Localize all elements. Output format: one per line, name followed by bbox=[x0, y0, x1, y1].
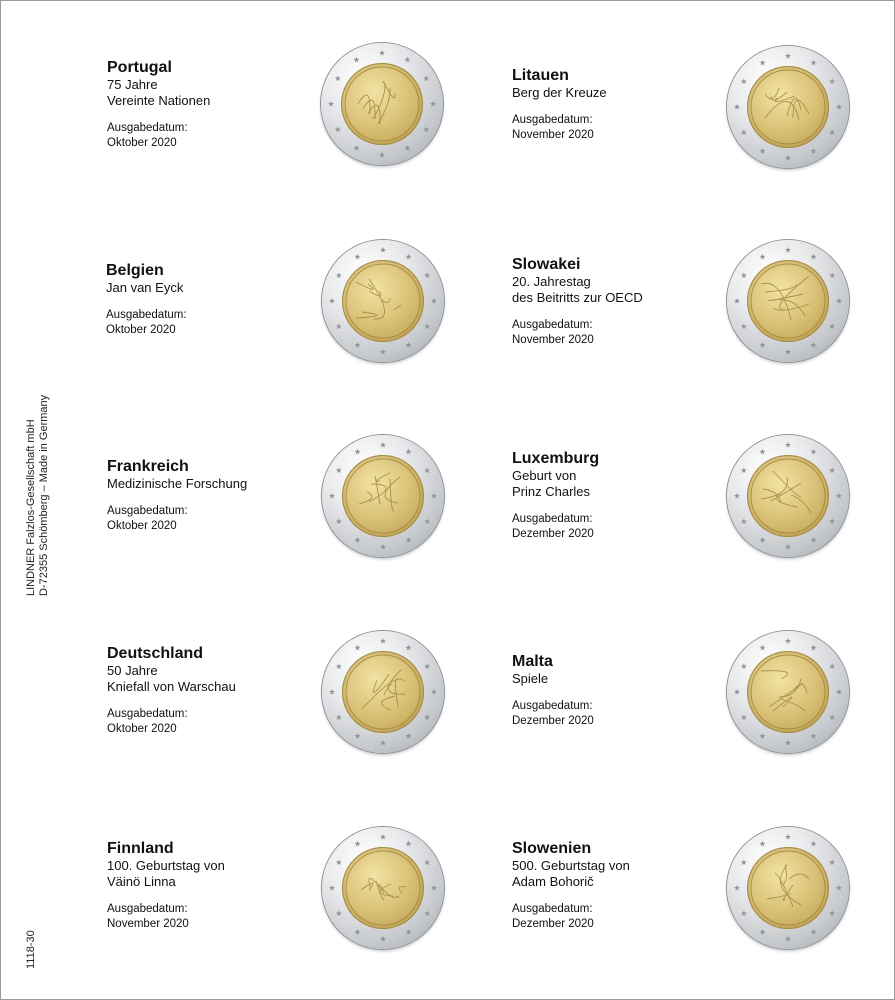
coin-slowakei-image bbox=[727, 240, 849, 362]
star-icon bbox=[329, 689, 335, 695]
star-icon bbox=[329, 885, 335, 891]
star-icon bbox=[335, 126, 341, 132]
star-icon bbox=[379, 50, 385, 56]
issue-date: Oktober 2020 bbox=[106, 324, 176, 336]
star-icon bbox=[431, 298, 437, 304]
star-icon bbox=[810, 254, 816, 260]
star-icon bbox=[354, 254, 360, 260]
issue-date: November 2020 bbox=[512, 129, 594, 141]
motif-line-1: 20. Jahrestag bbox=[512, 274, 591, 289]
star-icon bbox=[836, 689, 842, 695]
star-icon bbox=[404, 57, 410, 63]
country-name: Slowenien bbox=[512, 840, 592, 857]
entry-slowakei bbox=[512, 255, 752, 348]
star-icon bbox=[829, 467, 835, 473]
star-icon bbox=[405, 645, 411, 651]
star-icon bbox=[829, 714, 835, 720]
star-icon bbox=[380, 544, 386, 550]
star-icon bbox=[734, 689, 740, 695]
coin-malta-image bbox=[727, 631, 849, 753]
issue-date: November 2020 bbox=[107, 918, 189, 930]
star-icon bbox=[336, 272, 342, 278]
star-icon bbox=[759, 148, 765, 154]
star-icon bbox=[836, 885, 842, 891]
star-icon bbox=[354, 929, 360, 935]
page-code: 1118-30 bbox=[25, 930, 37, 969]
coin-motif bbox=[747, 847, 829, 929]
coin-motif bbox=[342, 260, 424, 342]
star-icon bbox=[405, 537, 411, 543]
star-icon bbox=[734, 104, 740, 110]
publisher-imprint bbox=[25, 395, 51, 596]
star-icon bbox=[424, 272, 430, 278]
star-icon bbox=[785, 638, 791, 644]
star-icon bbox=[759, 254, 765, 260]
star-icon bbox=[741, 518, 747, 524]
coin-deutschland-image bbox=[322, 631, 444, 753]
star-icon bbox=[759, 733, 765, 739]
motif-line-1: 50 Jahre bbox=[107, 663, 158, 678]
star-icon bbox=[741, 129, 747, 135]
motif-line-1: Geburt von bbox=[512, 468, 577, 483]
motif-line-1: Spiele bbox=[512, 671, 549, 686]
country-name: Malta bbox=[512, 653, 553, 670]
motif-line-2: Kniefall von Warschau bbox=[107, 679, 236, 694]
star-icon bbox=[810, 148, 816, 154]
star-icon bbox=[785, 349, 791, 355]
country-name: Slowakei bbox=[512, 256, 581, 273]
star-icon bbox=[829, 78, 835, 84]
star-icon bbox=[380, 349, 386, 355]
star-icon bbox=[759, 60, 765, 66]
star-icon bbox=[354, 342, 360, 348]
issue-label: Ausgabedatum: bbox=[107, 708, 188, 720]
star-icon bbox=[785, 53, 791, 59]
star-icon bbox=[354, 645, 360, 651]
star-icon bbox=[810, 342, 816, 348]
star-icon bbox=[424, 663, 430, 669]
country-name: Finnland bbox=[107, 840, 174, 857]
issue-label: Ausgabedatum: bbox=[107, 505, 188, 517]
entry-finnland bbox=[107, 839, 347, 932]
country-name: Deutschland bbox=[107, 645, 204, 662]
entry-deutschland bbox=[107, 644, 347, 737]
star-icon bbox=[354, 537, 360, 543]
star-icon bbox=[759, 645, 765, 651]
star-icon bbox=[810, 60, 816, 66]
star-icon bbox=[405, 449, 411, 455]
star-icon bbox=[836, 104, 842, 110]
coin-motif bbox=[342, 455, 424, 537]
star-icon bbox=[336, 859, 342, 865]
star-icon bbox=[430, 101, 436, 107]
star-icon bbox=[785, 936, 791, 942]
star-icon bbox=[759, 449, 765, 455]
star-icon bbox=[380, 442, 386, 448]
star-icon bbox=[759, 841, 765, 847]
star-icon bbox=[336, 323, 342, 329]
motif-line-2: Adam Bohorič bbox=[512, 874, 594, 889]
star-icon bbox=[380, 638, 386, 644]
star-icon bbox=[328, 101, 334, 107]
issue-label: Ausgabedatum: bbox=[107, 903, 188, 915]
star-icon bbox=[354, 733, 360, 739]
country-name: Frankreich bbox=[107, 458, 189, 475]
coin-motif bbox=[747, 455, 829, 537]
star-icon bbox=[829, 272, 835, 278]
star-icon bbox=[404, 145, 410, 151]
star-icon bbox=[329, 298, 335, 304]
star-icon bbox=[424, 467, 430, 473]
motif-line-1: 100. Geburtstag von bbox=[107, 858, 225, 873]
entry-frankreich bbox=[107, 457, 347, 534]
imprint-line-2: D-72355 Schömberg – Made in Germany bbox=[38, 394, 50, 596]
star-icon bbox=[759, 537, 765, 543]
star-icon bbox=[836, 493, 842, 499]
star-icon bbox=[424, 859, 430, 865]
star-icon bbox=[424, 518, 430, 524]
star-icon bbox=[741, 663, 747, 669]
star-icon bbox=[336, 518, 342, 524]
issue-label: Ausgabedatum: bbox=[512, 700, 593, 712]
motif-line-2: Vereinte Nationen bbox=[107, 93, 211, 108]
star-icon bbox=[424, 714, 430, 720]
country-name: Belgien bbox=[106, 262, 164, 279]
coin-motif bbox=[747, 260, 829, 342]
motif-line-2: Väinö Linna bbox=[107, 874, 176, 889]
star-icon bbox=[785, 544, 791, 550]
star-icon bbox=[741, 272, 747, 278]
entry-luxemburg bbox=[512, 449, 752, 542]
star-icon bbox=[336, 663, 342, 669]
star-icon bbox=[829, 323, 835, 329]
star-icon bbox=[405, 733, 411, 739]
star-icon bbox=[431, 689, 437, 695]
star-icon bbox=[759, 929, 765, 935]
star-icon bbox=[810, 733, 816, 739]
star-icon bbox=[785, 442, 791, 448]
star-icon bbox=[829, 518, 835, 524]
motif-line-1: 75 Jahre bbox=[107, 77, 158, 92]
motif-line-1: Medizinische Forschung bbox=[107, 476, 248, 491]
entry-portugal bbox=[107, 58, 347, 151]
coin-litauen-image bbox=[727, 46, 849, 168]
issue-label: Ausgabedatum: bbox=[106, 309, 187, 321]
star-icon bbox=[810, 537, 816, 543]
issue-label: Ausgabedatum: bbox=[512, 114, 593, 126]
entry-belgien bbox=[106, 261, 346, 338]
motif-line-1: 500. Geburtstag von bbox=[512, 858, 630, 873]
star-icon bbox=[405, 254, 411, 260]
star-icon bbox=[741, 78, 747, 84]
star-icon bbox=[829, 910, 835, 916]
coin-motif bbox=[747, 651, 829, 733]
star-icon bbox=[423, 75, 429, 81]
star-icon bbox=[335, 75, 341, 81]
coin-motif bbox=[341, 63, 423, 145]
issue-label: Ausgabedatum: bbox=[512, 513, 593, 525]
coin-belgien-image bbox=[322, 240, 444, 362]
motif-line-2: des Beitritts zur OECD bbox=[512, 290, 643, 305]
issue-date: November 2020 bbox=[512, 334, 594, 346]
star-icon bbox=[354, 841, 360, 847]
coin-finnland-image bbox=[322, 827, 444, 949]
star-icon bbox=[405, 841, 411, 847]
star-icon bbox=[785, 247, 791, 253]
star-icon bbox=[380, 834, 386, 840]
motif-line-1: Berg der Kreuze bbox=[512, 85, 607, 100]
star-icon bbox=[380, 936, 386, 942]
star-icon bbox=[734, 298, 740, 304]
star-icon bbox=[405, 929, 411, 935]
coin-frankreich-image bbox=[322, 435, 444, 557]
star-icon bbox=[329, 493, 335, 499]
issue-label: Ausgabedatum: bbox=[512, 319, 593, 331]
star-icon bbox=[336, 910, 342, 916]
star-icon bbox=[431, 493, 437, 499]
star-icon bbox=[741, 859, 747, 865]
issue-date: Dezember 2020 bbox=[512, 918, 594, 930]
star-icon bbox=[380, 247, 386, 253]
country-name: Luxemburg bbox=[512, 450, 600, 467]
star-icon bbox=[734, 493, 740, 499]
issue-date: Oktober 2020 bbox=[107, 137, 177, 149]
issue-date: Oktober 2020 bbox=[107, 520, 177, 532]
motif-line-1: Jan van Eyck bbox=[106, 280, 184, 295]
star-icon bbox=[785, 155, 791, 161]
star-icon bbox=[734, 885, 740, 891]
star-icon bbox=[836, 298, 842, 304]
issue-date: Dezember 2020 bbox=[512, 528, 594, 540]
star-icon bbox=[810, 841, 816, 847]
star-icon bbox=[380, 740, 386, 746]
star-icon bbox=[829, 859, 835, 865]
entry-malta bbox=[512, 652, 752, 729]
issue-date: Oktober 2020 bbox=[107, 723, 177, 735]
star-icon bbox=[759, 342, 765, 348]
star-icon bbox=[829, 663, 835, 669]
star-icon bbox=[810, 645, 816, 651]
motif-line-2: Prinz Charles bbox=[512, 484, 591, 499]
coin-motif bbox=[342, 651, 424, 733]
star-icon bbox=[810, 449, 816, 455]
star-icon bbox=[353, 57, 359, 63]
star-icon bbox=[741, 714, 747, 720]
issue-label: Ausgabedatum: bbox=[107, 122, 188, 134]
star-icon bbox=[423, 126, 429, 132]
country-name: Litauen bbox=[512, 67, 569, 84]
star-icon bbox=[431, 885, 437, 891]
entry-slowenien bbox=[512, 839, 752, 932]
star-icon bbox=[785, 740, 791, 746]
coin-slowenien-image bbox=[727, 827, 849, 949]
star-icon bbox=[741, 467, 747, 473]
star-icon bbox=[336, 467, 342, 473]
issue-label: Ausgabedatum: bbox=[512, 903, 593, 915]
entry-litauen bbox=[512, 66, 752, 143]
star-icon bbox=[741, 323, 747, 329]
star-icon bbox=[379, 152, 385, 158]
star-icon bbox=[405, 342, 411, 348]
star-icon bbox=[353, 145, 359, 151]
star-icon bbox=[354, 449, 360, 455]
star-icon bbox=[424, 323, 430, 329]
star-icon bbox=[829, 129, 835, 135]
star-icon bbox=[810, 929, 816, 935]
star-icon bbox=[424, 910, 430, 916]
country-name: Portugal bbox=[107, 59, 172, 76]
imprint-line-1: LINDNER Falzlos-Gesellschaft mbH bbox=[25, 419, 37, 596]
issue-date: Dezember 2020 bbox=[512, 715, 594, 727]
coin-portugal-image bbox=[321, 43, 443, 165]
coin-motif bbox=[747, 66, 829, 148]
star-icon bbox=[785, 834, 791, 840]
star-icon bbox=[741, 910, 747, 916]
star-icon bbox=[336, 714, 342, 720]
coin-luxemburg-image bbox=[727, 435, 849, 557]
coin-motif bbox=[342, 847, 424, 929]
